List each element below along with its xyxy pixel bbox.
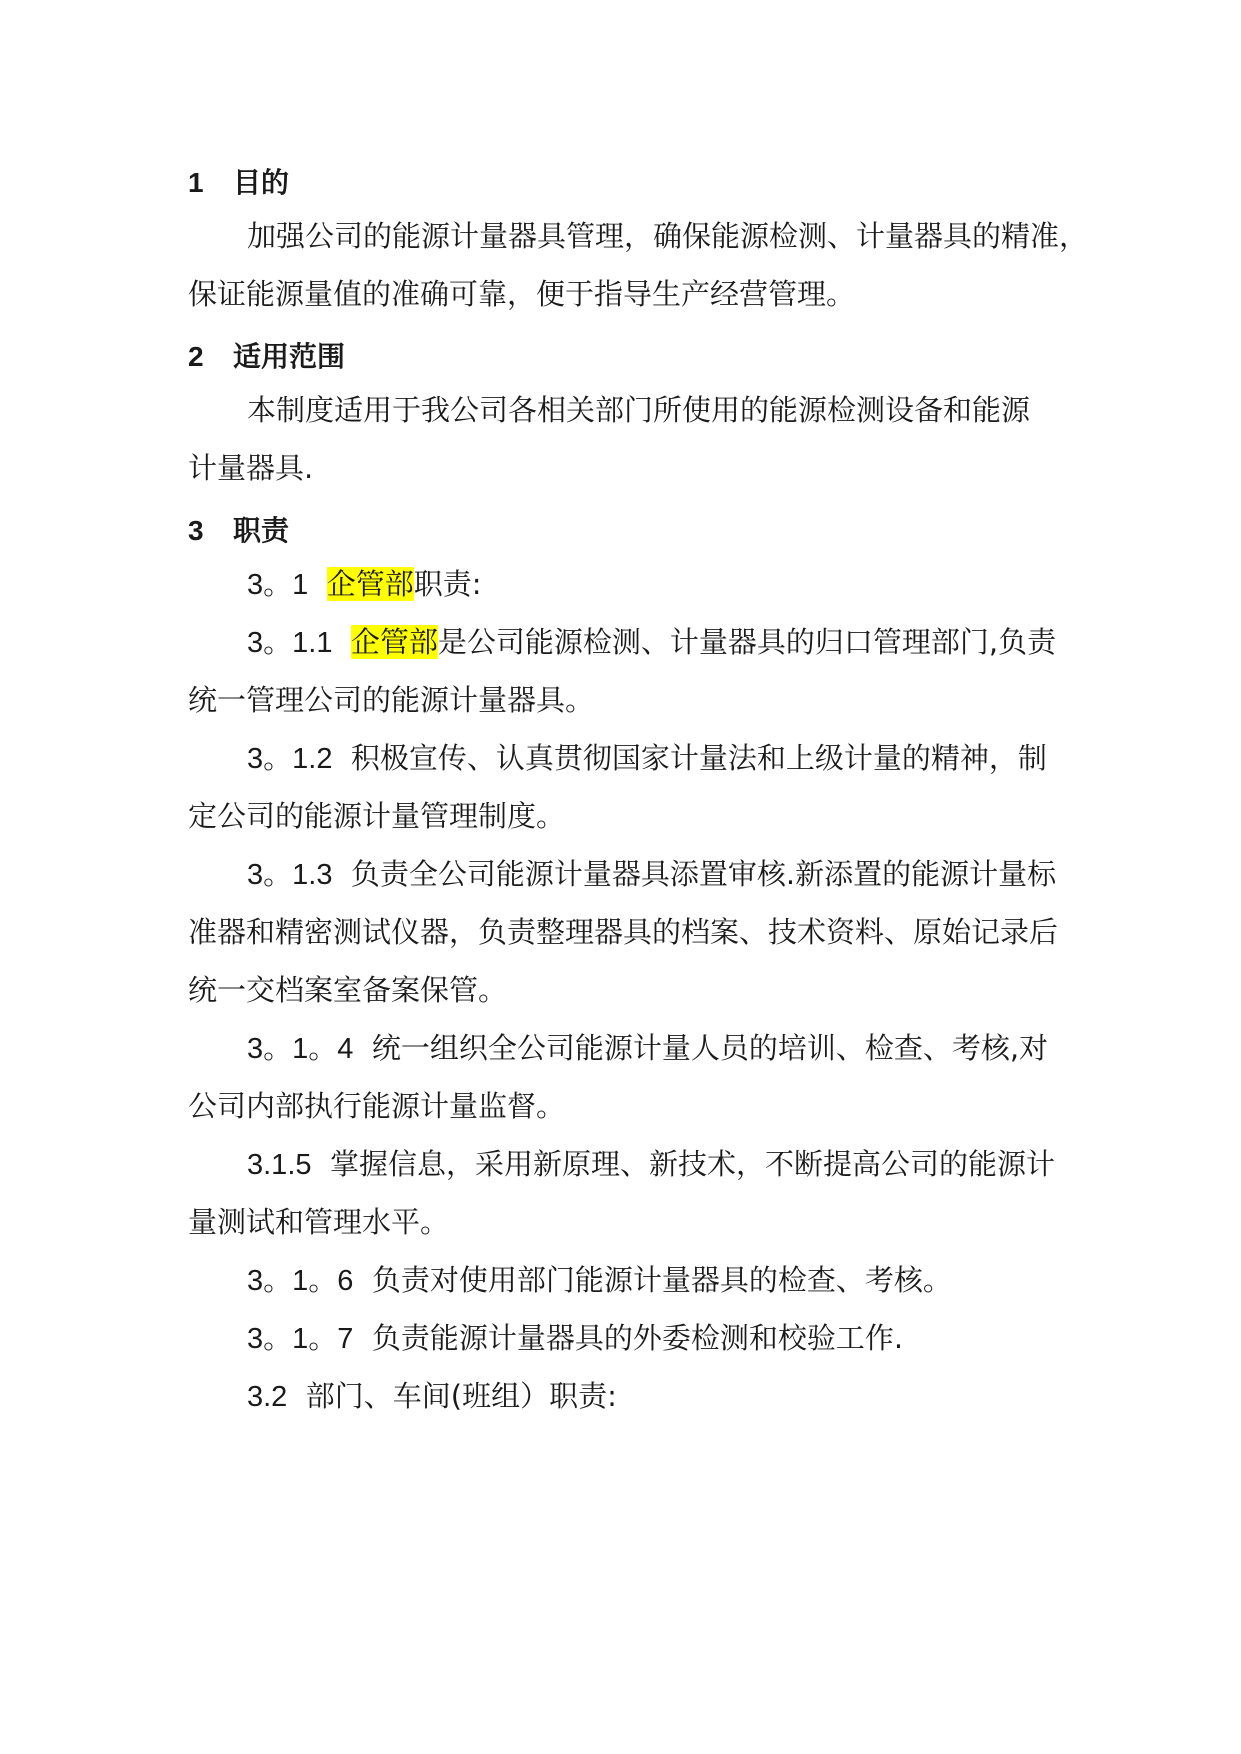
- section-number: 1: [188, 167, 204, 198]
- section-heading-2: [188, 337, 345, 377]
- highlighted-text: 企管部: [326, 567, 414, 601]
- item-text: 统一组织全公司能源计量人员的培训、检查、考核,对: [371, 1031, 1049, 1065]
- paragraph-line: 加强公司的能源计量器具管理，确保能源检测、计量器具的精准，: [247, 219, 1089, 253]
- item-text: 部门、车间(班组）职责:: [305, 1379, 617, 1413]
- item-number: 3。1: [247, 569, 309, 601]
- paragraph-line: 统一交档案室备案保管。: [188, 973, 508, 1007]
- item-3-1-4: [247, 1028, 1048, 1069]
- paragraph-line: 保证能源量值的准确可靠，便于指导生产经营管理。: [188, 277, 856, 311]
- paragraph-line: 本制度适用于我公司各相关部门所使用的能源检测设备和能源: [247, 393, 1031, 427]
- item-text: 是公司能源检测、计量器具的归口管理部门,负责: [437, 625, 1057, 659]
- section-heading-1: [188, 163, 289, 203]
- highlighted-text: 企管部: [350, 625, 438, 659]
- paragraph-line: 量测试和管理水平。: [188, 1205, 450, 1239]
- paragraph-line: 准器和精密测试仪器，负责整理器具的档案、技术资料、原始记录后: [188, 915, 1059, 949]
- item-number: 3。1。4: [247, 1033, 354, 1065]
- item-number: 3.2: [247, 1381, 288, 1413]
- section-heading-3: [188, 511, 289, 551]
- item-text: 负责能源计量器具的外委检测和校验工作.: [371, 1321, 904, 1355]
- item-number: 3.1.5: [247, 1149, 312, 1181]
- item-3-1-7: [247, 1318, 903, 1359]
- item-number: 3。1.2: [247, 743, 333, 775]
- section-number: 3: [188, 515, 204, 546]
- item-3-1-5: [247, 1144, 1055, 1185]
- item-number: 3。1。7: [247, 1323, 354, 1355]
- item-3-1: [247, 564, 482, 605]
- item-3-1-6: [247, 1260, 952, 1301]
- section-title: 职责: [233, 514, 290, 547]
- item-text: 掌握信息，采用新原理、新技术，不断提高公司的能源计: [329, 1147, 1055, 1181]
- item-number: 3。1.3: [247, 859, 333, 891]
- paragraph-line: 计量器具.: [188, 451, 314, 485]
- item-text: 职责:: [413, 567, 482, 601]
- item-text: 负责全公司能源计量器具添置审核.新添置的能源计量标: [350, 857, 1057, 891]
- item-3-1-2: [247, 738, 1047, 779]
- paragraph-line: 统一管理公司的能源计量器具。: [188, 683, 595, 717]
- item-3-2: [247, 1376, 617, 1417]
- section-title: 适用范围: [233, 340, 346, 373]
- item-3-1-3: [247, 854, 1056, 895]
- paragraph-line: 公司内部执行能源计量监督。: [188, 1089, 566, 1123]
- section-title: 目的: [233, 166, 290, 199]
- section-number: 2: [188, 341, 204, 372]
- item-text: 积极宣传、认真贯彻国家计量法和上级计量的精神，制: [350, 741, 1047, 775]
- item-number: 3。1.1: [247, 627, 333, 659]
- item-3-1-1: [247, 622, 1056, 663]
- item-text: 负责对使用部门能源计量器具的检查、考核。: [371, 1263, 952, 1297]
- paragraph-line: 定公司的能源计量管理制度。: [188, 799, 566, 833]
- item-number: 3。1。6: [247, 1265, 354, 1297]
